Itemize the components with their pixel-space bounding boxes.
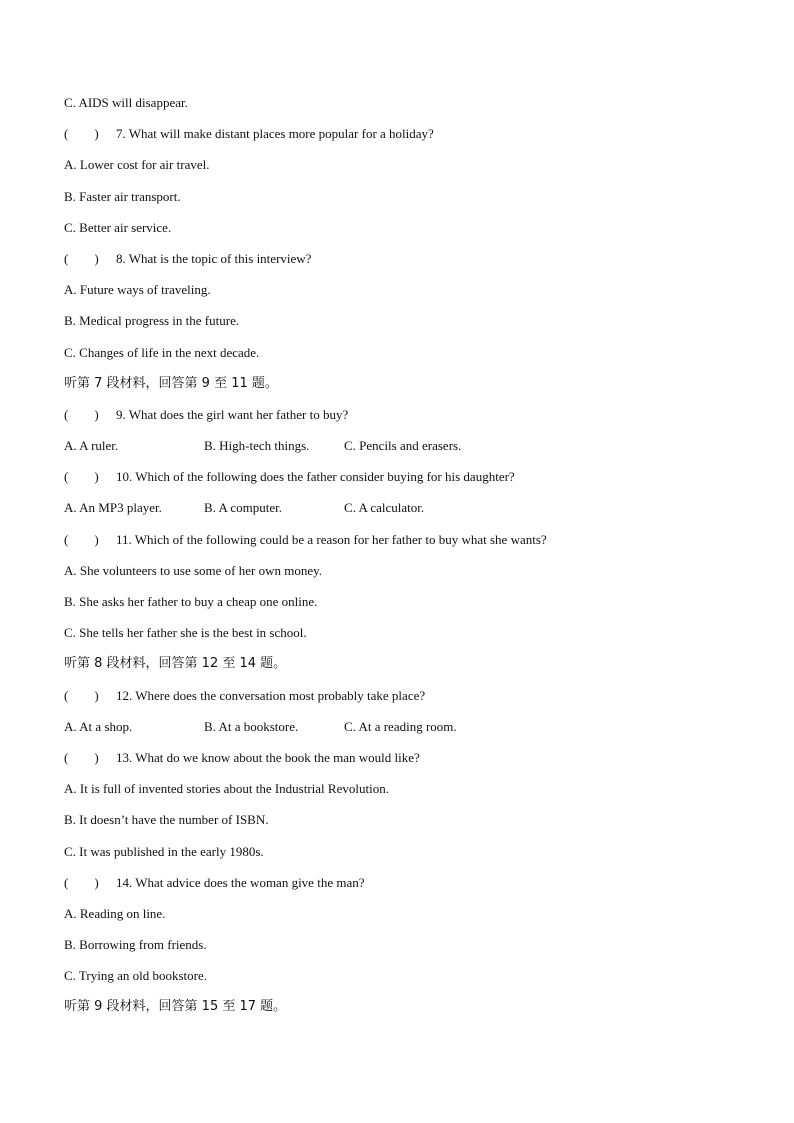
option-line: C. Trying an old bookstore. (64, 968, 208, 984)
option-a: A. A ruler. (64, 438, 119, 454)
question-line (64, 872, 744, 903)
answer-blank: ( ) (64, 687, 99, 703)
option-line: C. It was published in the early 1980s. (64, 843, 264, 859)
answer-blank: ( ) (64, 469, 99, 485)
option-c: C. At a reading room. (344, 718, 457, 734)
option-line: B. Borrowing from friends. (64, 937, 207, 953)
question-text: 12. Where does the conversation most probably take place? (116, 687, 426, 703)
question-line (64, 747, 744, 778)
answer-blank: ( ) (64, 749, 99, 765)
answer-blank: ( ) (64, 250, 99, 266)
options-row (64, 716, 744, 747)
option-b: B. A computer. (204, 500, 282, 516)
answer-blank: ( ) (64, 406, 99, 422)
option-line: C. Changes of life in the next decade. (64, 344, 260, 360)
option-line: A. She volunteers to use some of her own money. (64, 562, 323, 578)
document-page (64, 92, 744, 1028)
option-line: A. Lower cost for air travel. (64, 157, 210, 173)
question-text: 9. What does the girl want her father to buy? (116, 406, 349, 422)
option-line: C. AIDS will disappear. (64, 95, 188, 110)
section-heading: 听第 7 段材料，回答第 9 至 11 题。 (64, 375, 278, 391)
question-line (64, 685, 744, 716)
answer-blank: ( ) (64, 126, 99, 142)
option-c: C. Pencils and erasers. (344, 438, 462, 454)
option-a: A. At a shop. (64, 718, 133, 734)
question-text: 10. Which of the following does the father consider buying for his daughter? (116, 469, 515, 485)
option-c: C. A calculator. (344, 500, 425, 516)
question-line (64, 123, 744, 154)
question-text: 11. Which of the following could be a reason for her father to buy what she wants? (116, 531, 547, 547)
question-line (64, 404, 744, 435)
option-line: A. It is full of invented stories about the Industrial Revolution. (64, 781, 389, 797)
option-line: B. It doesn’t have the number of ISBN. (64, 812, 269, 828)
answer-blank: ( ) (64, 874, 99, 890)
answer-blank: ( ) (64, 531, 99, 547)
section-heading: 听第 9 段材料，回答第 15 至 17 题。 (64, 999, 287, 1015)
options-row (64, 435, 744, 466)
option-line: B. Medical progress in the future. (64, 313, 240, 329)
option-b: B. High-tech things. (204, 438, 310, 454)
option-line: B. Faster air transport. (64, 188, 181, 204)
question-text: 14. What advice does the woman give the man? (116, 874, 365, 890)
option-line: A. Reading on line. (64, 905, 166, 921)
question-line (64, 248, 744, 279)
option-a: A. An MP3 player. (64, 500, 162, 516)
question-text: 13. What do we know about the book the man would like? (116, 749, 420, 765)
section-heading: 听第 8 段材料，回答第 12 至 14 题。 (64, 656, 287, 672)
option-line: B. She asks her father to buy a cheap one online. (64, 594, 318, 609)
question-text: 8. What is the topic of this interview? (116, 250, 312, 266)
question-text: 7. What will make distant places more popular for a holiday? (116, 126, 434, 142)
option-line: C. She tells her father she is the best in school. (64, 625, 307, 641)
options-row (64, 497, 744, 528)
question-line (64, 529, 744, 560)
question-line (64, 466, 744, 497)
option-b: B. At a bookstore. (204, 718, 299, 734)
option-line: C. Better air service. (64, 219, 172, 235)
option-line: A. Future ways of traveling. (64, 282, 211, 298)
